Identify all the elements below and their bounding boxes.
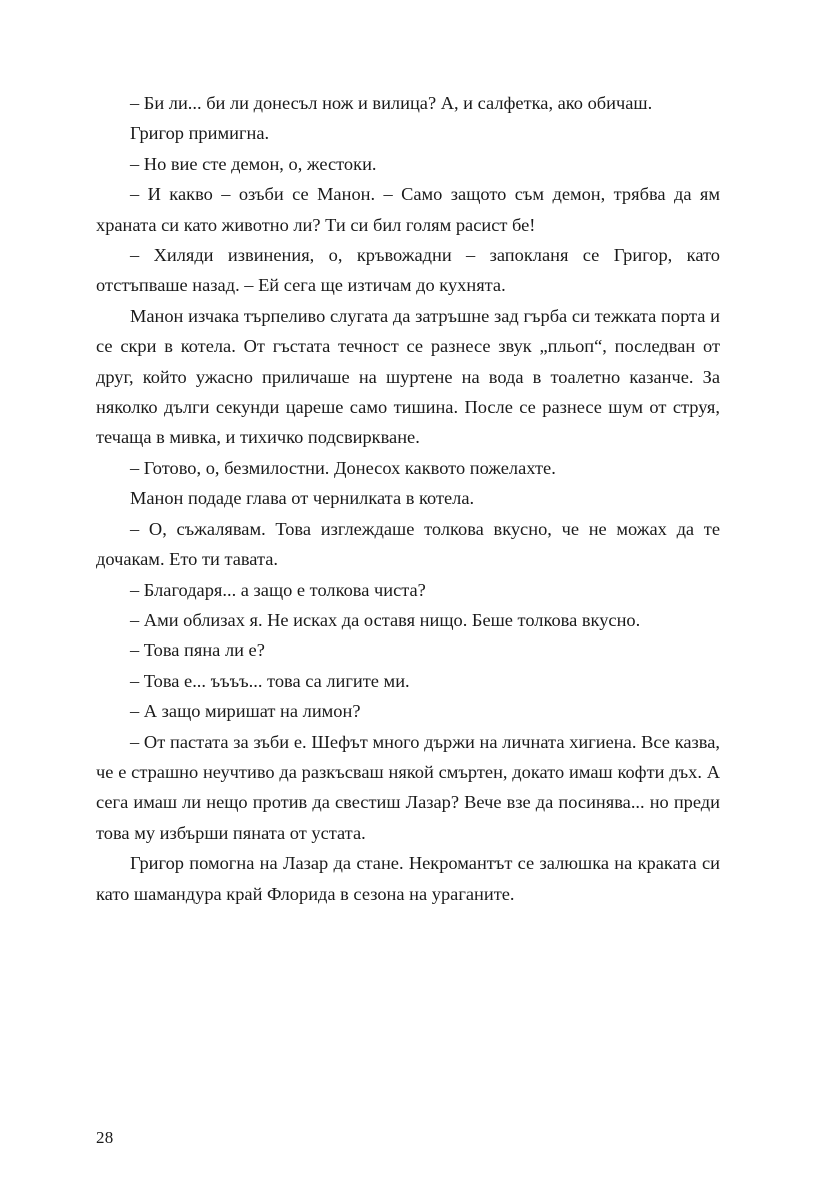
paragraph: – От пастата за зъби е. Шефът много държи на личната хигиена. Все казва, че е страшно неучтиво да разкъсваш някой смъртен, докато имаш кофти дъх. А сега имаш ли нещо против да свестиш Лазар? Вече взе да посинява... но преди това му избърши пяната от устата. — [96, 731, 720, 843]
paragraph: – Би ли... би ли донесъл нож и вилица? А, и салфетка, ако обичаш. — [130, 93, 653, 113]
paragraph: Манон подаде глава от чернилката в котела. — [130, 488, 475, 509]
page-number: 28 — [96, 1128, 114, 1147]
paragraph: – Но вие сте демон, о, жестоки. — [130, 153, 377, 174]
page-body-text — [96, 88, 720, 909]
paragraph: – Това пяна ли е? — [130, 640, 265, 661]
paragraph: – О, съжалявам. Това изглеждаше толкова вкусно, че не можах да те дочакам. Ето ти тавата. — [96, 518, 720, 570]
paragraph: Григор помогна на Лазар да стане. Некромантът се залюшка на краката си като шамандура край Флорида в сезона на ураганите. — [96, 853, 720, 904]
paragraph: – Благодаря... а защо е толкова чиста? — [130, 579, 426, 600]
paragraph: Григор примигна. — [130, 123, 270, 144]
paragraph: – Ами облизах я. Не исках да оставя нищо. Беше толкова вкусно. — [130, 609, 641, 630]
paragraph: – Хиляди извинения, о, кръвожадни – запокланя се Григор, като отстъпваше назад. – Ей сега ще изтичам до кухнята. — [96, 245, 720, 296]
paragraph: – И какво – озъби се Манон. – Само защото съм демон, трябва да ям храната си като животно ли? Ти си бил голям расист бе! — [96, 184, 720, 235]
paragraph: – Готово, о, безмилостни. Донесох каквото пожелахте. — [130, 457, 556, 478]
paragraph: – Това е... ъъъъ... това са лигите ми. — [130, 670, 410, 691]
paragraph: Манон изчака търпеливо слугата да затръшне зад гърба си тежката порта и се скри в котела. От гъстата течност се разнесе звук „пльоп“, последван от друг, който ужасно приличаше на шуртене на вода в тоалетно казанче. За няколко дълги секунди цареше само тишина. После се разнесе шум от струя, течаща в мивка, и тихичко подсвиркване. — [96, 305, 720, 448]
paragraph: – А защо миришат на лимон? — [130, 701, 361, 722]
